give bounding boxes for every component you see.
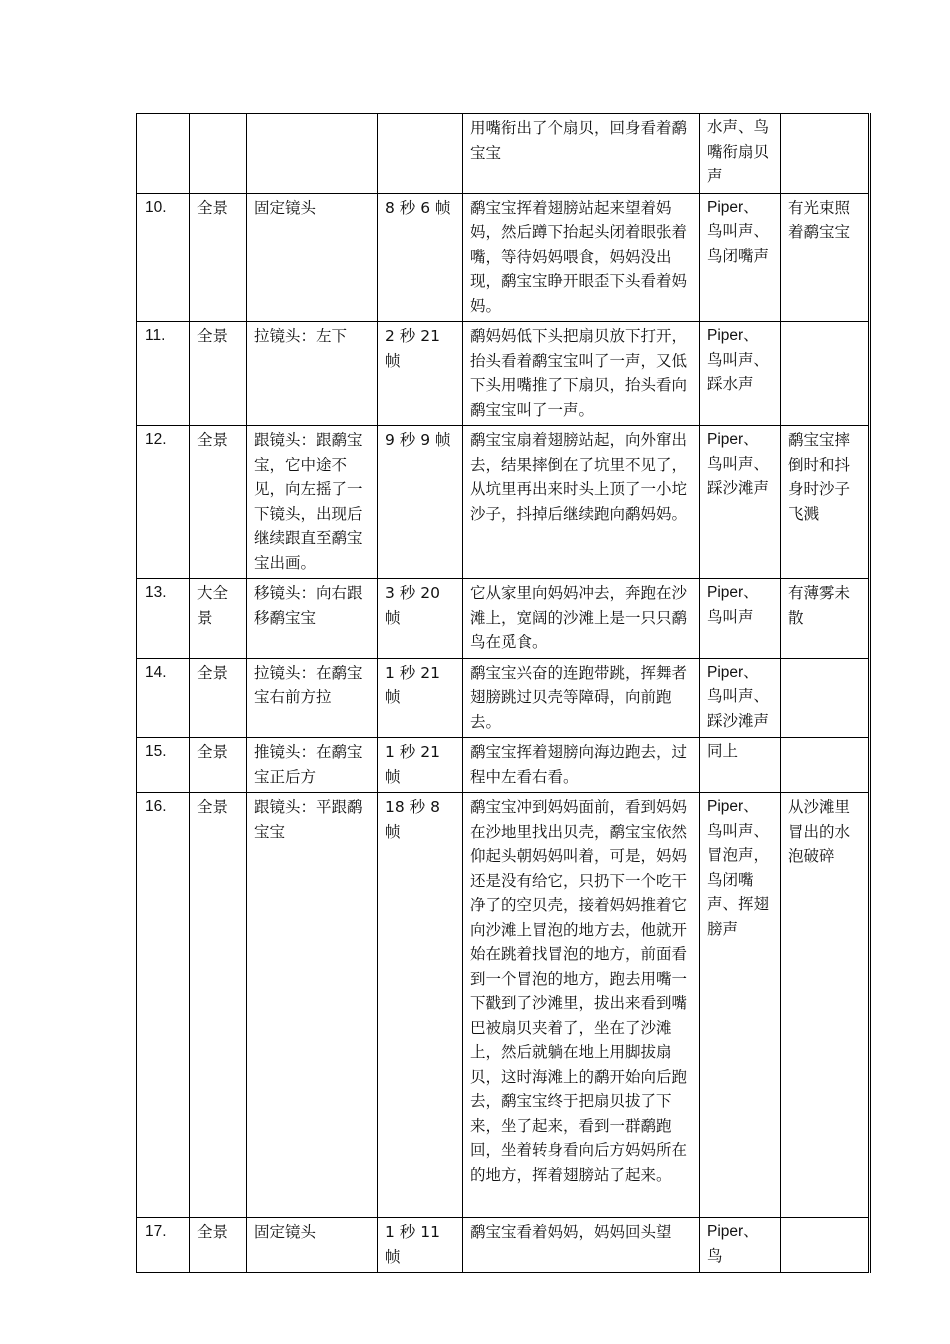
shot-size-cell: 全景 <box>190 793 247 1218</box>
camera-move-cell: 固定镜头 <box>247 1218 378 1273</box>
sound-cell: Piper、鸟叫声 <box>700 579 781 659</box>
content-cell: 鹬妈妈低下头把扇贝放下打开，抬头看着鹬宝宝叫了一声，又低下头用嘴推了下扇贝，抬头看向鹬宝宝叫了一声。 <box>463 322 700 426</box>
table-row <box>137 579 870 659</box>
duration-cell: 1 秒 21 帧 <box>378 658 463 738</box>
duration-cell <box>378 114 463 194</box>
effect-cell <box>781 114 870 194</box>
shot-number-cell: 11. <box>137 322 190 426</box>
effect-cell <box>781 658 870 738</box>
sound-cell: Piper、鸟叫声、鸟闭嘴声 <box>700 193 781 322</box>
camera-move-cell: 拉镜头：左下 <box>247 322 378 426</box>
table-row <box>137 114 870 194</box>
sound-cell: 同上 <box>700 738 781 793</box>
shot-number-cell: 15. <box>137 738 190 793</box>
shot-size-cell: 全景 <box>190 738 247 793</box>
sound-cell: Piper、鸟 <box>700 1218 781 1273</box>
duration-cell: 2 秒 21 帧 <box>378 322 463 426</box>
effect-cell: 有薄雾未散 <box>781 579 870 659</box>
content-cell: 鹬宝宝挥着翅膀向海边跑去，过程中左看右看。 <box>463 738 700 793</box>
duration-cell: 18 秒 8 帧 <box>378 793 463 1218</box>
sound-cell: Piper、鸟叫声、踩沙滩声 <box>700 658 781 738</box>
effect-cell <box>781 322 870 426</box>
shot-number-cell: 13. <box>137 579 190 659</box>
shot-size-cell: 大全景 <box>190 579 247 659</box>
camera-move-cell: 固定镜头 <box>247 193 378 322</box>
table-row <box>137 426 870 579</box>
shot-number-cell: 17. <box>137 1218 190 1273</box>
content-cell: 鹬宝宝挥着翅膀站起来望着妈妈，然后蹲下抬起头闭着眼张着嘴，等待妈妈喂食，妈妈没出现，鹬宝宝睁开眼歪下头看着妈妈。 <box>463 193 700 322</box>
camera-move-cell: 推镜头：在鹬宝宝正后方 <box>247 738 378 793</box>
effect-cell <box>781 738 870 793</box>
effect-cell: 从沙滩里冒出的水泡破碎 <box>781 793 870 1218</box>
shot-size-cell: 全景 <box>190 658 247 738</box>
storyboard-body <box>137 114 870 1273</box>
camera-move-cell: 跟镜头：平跟鹬宝宝 <box>247 793 378 1218</box>
duration-cell: 1 秒 11 帧 <box>378 1218 463 1273</box>
effect-cell <box>781 1218 870 1273</box>
storyboard-table <box>136 113 871 1273</box>
duration-cell: 1 秒 21 帧 <box>378 738 463 793</box>
table-row <box>137 793 870 1218</box>
shot-size-cell: 全景 <box>190 1218 247 1273</box>
shot-size-cell <box>190 114 247 194</box>
table-row <box>137 322 870 426</box>
shot-number-cell <box>137 114 190 194</box>
shot-number-cell: 10. <box>137 193 190 322</box>
sound-cell: Piper、鸟叫声、踩水声 <box>700 322 781 426</box>
shot-size-cell: 全景 <box>190 426 247 579</box>
camera-move-cell: 移镜头：向右跟移鹬宝宝 <box>247 579 378 659</box>
camera-move-cell: 跟镜头：跟鹬宝宝，它中途不见，向左摇了一下镜头，出现后继续跟直至鹬宝宝出画。 <box>247 426 378 579</box>
content-cell: 鹬宝宝看着妈妈，妈妈回头望 <box>463 1218 700 1273</box>
sound-cell: 水声、鸟嘴衔扇贝声 <box>700 114 781 194</box>
effect-cell: 有光束照着鹬宝宝 <box>781 193 870 322</box>
shot-size-cell: 全景 <box>190 193 247 322</box>
content-cell: 它从家里向妈妈冲去，奔跑在沙滩上，宽阔的沙滩上是一只只鹬鸟在觅食。 <box>463 579 700 659</box>
duration-cell: 8 秒 6 帧 <box>378 193 463 322</box>
content-cell: 鹬宝宝冲到妈妈面前，看到妈妈在沙地里找出贝壳，鹬宝宝依然仰起头朝妈妈叫着，可是，妈妈还是没有给它，只扔下一个吃干净了的空贝壳，接着妈妈推着它向沙滩上冒泡的地方去，他就开始在跳着找冒泡的地方，前面看到一个冒泡的地方，跑去用嘴一下戳到了沙滩里，拔出来看到嘴巴被扇贝夹着了，坐在了沙滩上，然后就躺在地上用脚拔扇贝，这时海滩上的鹬开始向后跑去，鹬宝宝终于把扇贝拔了下来，坐了起来，看到一群鹬跑回，坐着转身看向后方妈妈所在的地方，挥着翅膀站了起来。 <box>463 793 700 1218</box>
table-row <box>137 193 870 322</box>
effect-cell: 鹬宝宝摔倒时和抖身时沙子飞溅 <box>781 426 870 579</box>
shot-size-cell: 全景 <box>190 322 247 426</box>
content-cell: 鹬宝宝扇着翅膀站起，向外窜出去，结果摔倒在了坑里不见了，从坑里再出来时头上顶了一小坨沙子，抖掉后继续跑向鹬妈妈。 <box>463 426 700 579</box>
table-row <box>137 738 870 793</box>
shot-number-cell: 16. <box>137 793 190 1218</box>
shot-number-cell: 14. <box>137 658 190 738</box>
table-row <box>137 1218 870 1273</box>
shot-number-cell: 12. <box>137 426 190 579</box>
camera-move-cell <box>247 114 378 194</box>
table-row <box>137 658 870 738</box>
duration-cell: 3 秒 20 帧 <box>378 579 463 659</box>
camera-move-cell: 拉镜头：在鹬宝宝右前方拉 <box>247 658 378 738</box>
duration-cell: 9 秒 9 帧 <box>378 426 463 579</box>
sound-cell: Piper、鸟叫声、冒泡声，鸟闭嘴声、挥翅膀声 <box>700 793 781 1218</box>
content-cell: 用嘴衔出了个扇贝，回身看着鹬宝宝 <box>463 114 700 194</box>
sound-cell: Piper、鸟叫声、踩沙滩声 <box>700 426 781 579</box>
content-cell: 鹬宝宝兴奋的连跑带跳，挥舞者翅膀跳过贝壳等障碍，向前跑去。 <box>463 658 700 738</box>
